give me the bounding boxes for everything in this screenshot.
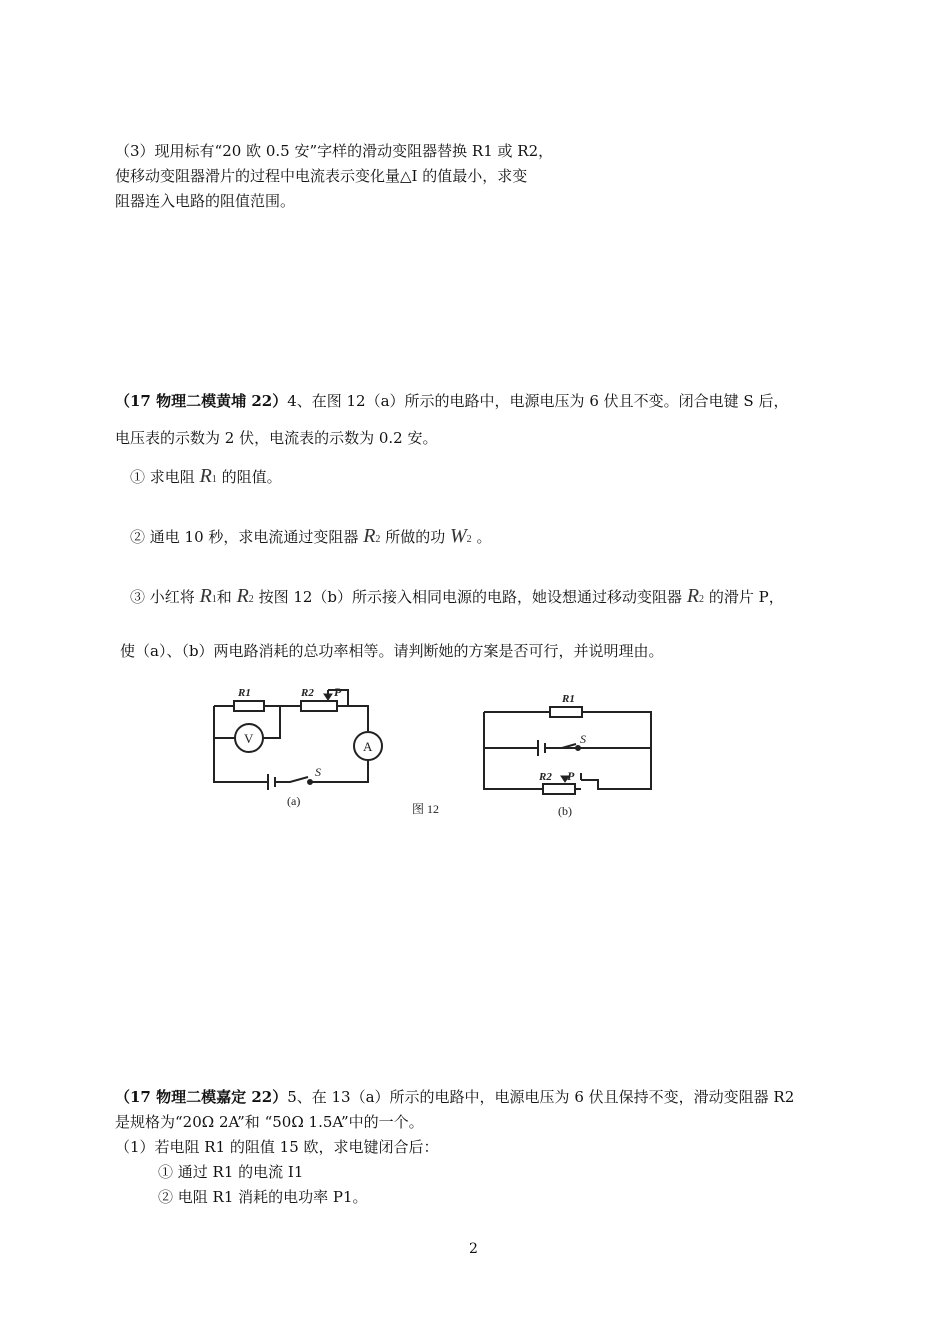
q5-line-1-text: 5、在 13（a）所示的电路中，电源电压为 6 伏且保持不变，滑动变阻器 R2 xyxy=(287,1088,795,1106)
q5-item-1: ① 通过 R1 的电流 I1 xyxy=(158,1163,304,1181)
ammeter-label: A xyxy=(363,739,373,754)
label-p-b: P xyxy=(567,769,575,783)
rheostat-r2-a xyxy=(301,701,337,711)
q5-source: （17 物理二模嘉定 22） xyxy=(115,1088,288,1106)
label-s-b: S xyxy=(580,732,586,746)
q4-item-1: ① 求电阻 R1 的阻值。 xyxy=(130,465,282,487)
label-r2-b: R2 xyxy=(539,771,552,783)
label-r2-a: R2 xyxy=(301,687,314,699)
resistor-r1-a xyxy=(234,701,264,711)
label-p-a: P xyxy=(334,685,342,699)
battery-a xyxy=(268,774,275,790)
q4-line-1-text: 4、在图 12（a）所示的电路中，电源电压为 6 伏且不变。闭合电键 S 后， xyxy=(287,392,789,410)
q4-source: （17 物理二模黄埔 22） xyxy=(115,392,288,410)
q4-item-3: ③ 小红将 R1和 R2 按图 12（b）所示接入相同电源的电路，她设想通过移动变阻器 R2 的滑片 P， xyxy=(130,585,784,607)
q3-line-3: 阻器连入电路的阻值范围。 xyxy=(115,192,296,210)
q4-line-1 xyxy=(115,391,788,411)
figure-caption: 图 12 xyxy=(412,802,440,816)
circuit-a xyxy=(214,685,382,808)
q4-item-2: ② 通电 10 秒，求电流通过变阻器 R2 所做的功 W2 。 xyxy=(130,525,492,547)
label-r1-b: R1 xyxy=(562,693,575,705)
q3-line-2: 使移动变阻器滑片的过程中电流表示变化量△I 的值最小，求变 xyxy=(115,167,528,185)
q4-item-3-line-2: 使（a）、（b）两电路消耗的总功率相等。请判断她的方案是否可行，并说明理由。 xyxy=(120,642,664,660)
q4-line-2: 电压表的示数为 2 伏，电流表的示数为 0.2 安。 xyxy=(115,429,438,447)
q5-sub-1: （1）若电阻 R1 的阻值 15 欧，求电键闭合后： xyxy=(115,1138,439,1156)
rheostat-r2-b xyxy=(543,784,575,794)
caption-b: (b) xyxy=(558,804,572,818)
figure-12 xyxy=(200,680,660,830)
slider-arrow-a xyxy=(324,694,332,700)
page-number: 2 xyxy=(469,1241,478,1257)
caption-a: (a) xyxy=(287,794,301,808)
q5-line-1 xyxy=(115,1087,794,1107)
q5-item-2: ② 电阻 R1 消耗的电功率 P1。 xyxy=(158,1188,368,1206)
battery-b xyxy=(538,740,545,756)
voltmeter-label: V xyxy=(244,731,254,746)
q5-line-2: 是规格为“20Ω 2A”和 “50Ω 1.5A”中的一个。 xyxy=(115,1113,424,1131)
circuit-b xyxy=(484,693,651,818)
q3-line-1: （3）现用标有“20 欧 0.5 安”字样的滑动变阻器替换 R1 或 R2， xyxy=(115,142,554,160)
label-r1-a: R1 xyxy=(238,687,251,699)
resistor-r1-b xyxy=(550,707,582,717)
label-s-a: S xyxy=(315,765,321,779)
